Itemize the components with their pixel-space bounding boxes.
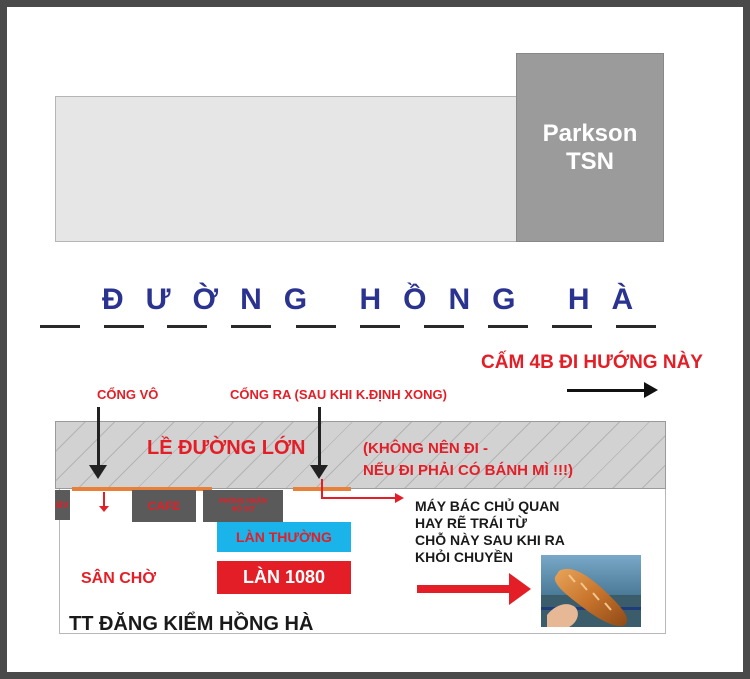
- bike-warning-note: MÁY BÁC CHỦ QUAN HAY RẼ TRÁI TỪ CHỖ NÀY SAU KHI RA KHỎI CHUYỀN: [415, 498, 565, 565]
- waiting-area-label: SÂN CHỜ: [81, 570, 156, 587]
- office-box: PHÒNG NHẬN HỒ SƠ: [203, 490, 283, 522]
- exit-gate-label: CỔNG RA (SAU KHI K.ĐỊNH XONG): [230, 387, 447, 402]
- banh-mi-photo-icon: [541, 555, 641, 627]
- guard-box: BV: [55, 490, 70, 520]
- parkson-building: Parkson TSN: [516, 53, 664, 242]
- lane-normal: LÀN THƯỜNG: [217, 522, 351, 552]
- cafe-box: CAFE: [132, 490, 196, 522]
- street-name: ĐƯỜNG HỒNG HÀ: [102, 283, 656, 316]
- map-canvas: [7, 7, 743, 672]
- center-name: TT ĐĂNG KIỂM HỒNG HÀ: [69, 613, 314, 635]
- no-trucks-label: CẤM 4B ĐI HƯỚNG NÀY: [481, 352, 703, 373]
- sidewalk-warning: (KHÔNG NÊN ĐI - NẾU ĐI PHẢI CÓ BÁNH MÌ !!!): [363, 440, 573, 479]
- building-block: [55, 96, 517, 242]
- entry-gate-label: CỔNG VÔ: [97, 387, 159, 402]
- sidewalk-label: LỀ ĐƯỜNG LỚN: [147, 437, 306, 459]
- lane-1080: LÀN 1080: [217, 561, 351, 594]
